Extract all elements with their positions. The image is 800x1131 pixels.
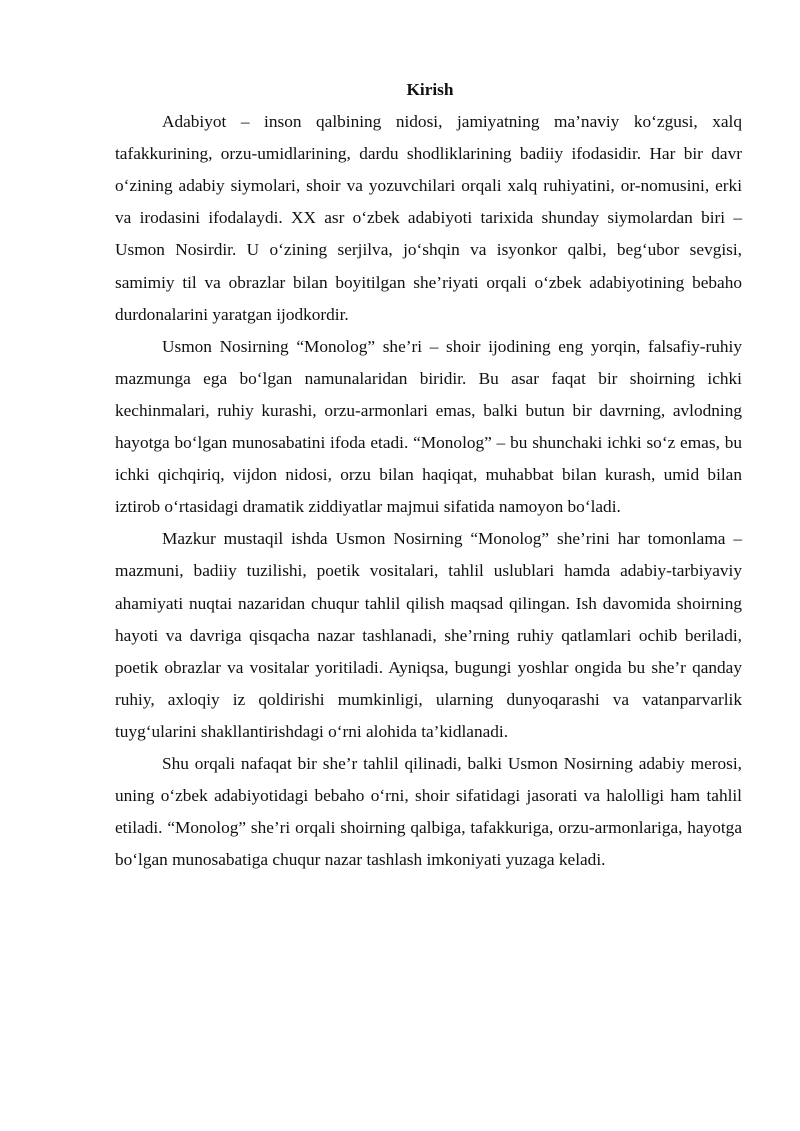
paragraph-monolog-overview: Usmon Nosirning “Monolog” she’ri – shoir ijodining eng yorqin, falsafiy-ruhiy mazmunga ega bo‘lgan namunalaridan biridir. Bu asar faqat bir shoirning ichki kechinmalari, ruhiy kurashi, orzu-armonlari emas, balki butun bir davrning, avlodning hayotga bo‘lgan munosabatini ifoda etadi. “Monolog” – bu shunchaki ichki so‘z emas, bu ichki qichqiriq, vijdon nidosi, orzu bilan haqiqat, muhabbat bilan kurash, umid bilan iztirob o‘rtasidagi dramatik ziddiyatlar majmui sifatida namoyon bo‘ladi. [115, 336, 742, 517]
paragraph-conclusion: Shu orqali nafaqat bir she’r tahlil qilinadi, balki Usmon Nosirning adabiy merosi, uning o‘zbek adabiyotidagi bebaho o‘rni, shoir sifatidagi jasorati va halolligi ham tahlil etiladi. “Monolog” she’ri orqali shoirning qalbiga, tafakkuriga, orzu-armonlariga, hayotga bo‘lgan munosabatiga chuqur nazar tashlash imkoniyati yuzaga keladi. [115, 753, 742, 870]
page-title: Kirish [406, 80, 454, 99]
document-page [115, 74, 742, 876]
paragraph-intro: Adabiyot – inson qalbining nidosi, jamiyatning ma’naviy ko‘zgusi, xalq tafakkurining, orzu-umidlarining, dardu shodliklarining badiiy ifodasidir. Har bir davr o‘zining adabiy siymolari, shoir va yozuvchilari orqali xalq ruhiyatini, or-nomusini, erki va irodasini ifodalaydi. XX asr o‘zbek adabiyoti tarixida shunday siymolardan biri – Usmon Nosirdir. U o‘zining serjilva, jo‘shqin va isyonkor qalbi, beg‘ubor sevgisi, samimiy til va obrazlar bilan boyitilgan she’riyati orqali o‘zbek adabiyotining bebaho durdonalarini yaratgan ijodkordir. [115, 112, 742, 324]
paragraph-research-aim: Mazkur mustaqil ishda Usmon Nosirning “Monolog” she’rini har tomonlama – mazmuni, badiiy tuzilishi, poetik vositalari, tahlil uslublari hamda adabiy-tarbiyaviy ahamiyati nuqtai nazaridan chuqur tahlil qilish maqsad qilingan. Ish davomida shoirning hayoti va davriga qisqacha nazar tashlanadi, she’rning ruhiy qatlamlari ochib beriladi, poetik obrazlar va vositalar yoritiladi. Ayniqsa, bugungi yoshlar ongida bu she’r qanday ruhiy, axloqiy iz qoldirishi mumkinligi, ularning dunyoqarashi va vatanparvarlik tuyg‘ularini shakllantirishdagi o‘rni alohida ta’kidlanadi. [115, 529, 742, 741]
